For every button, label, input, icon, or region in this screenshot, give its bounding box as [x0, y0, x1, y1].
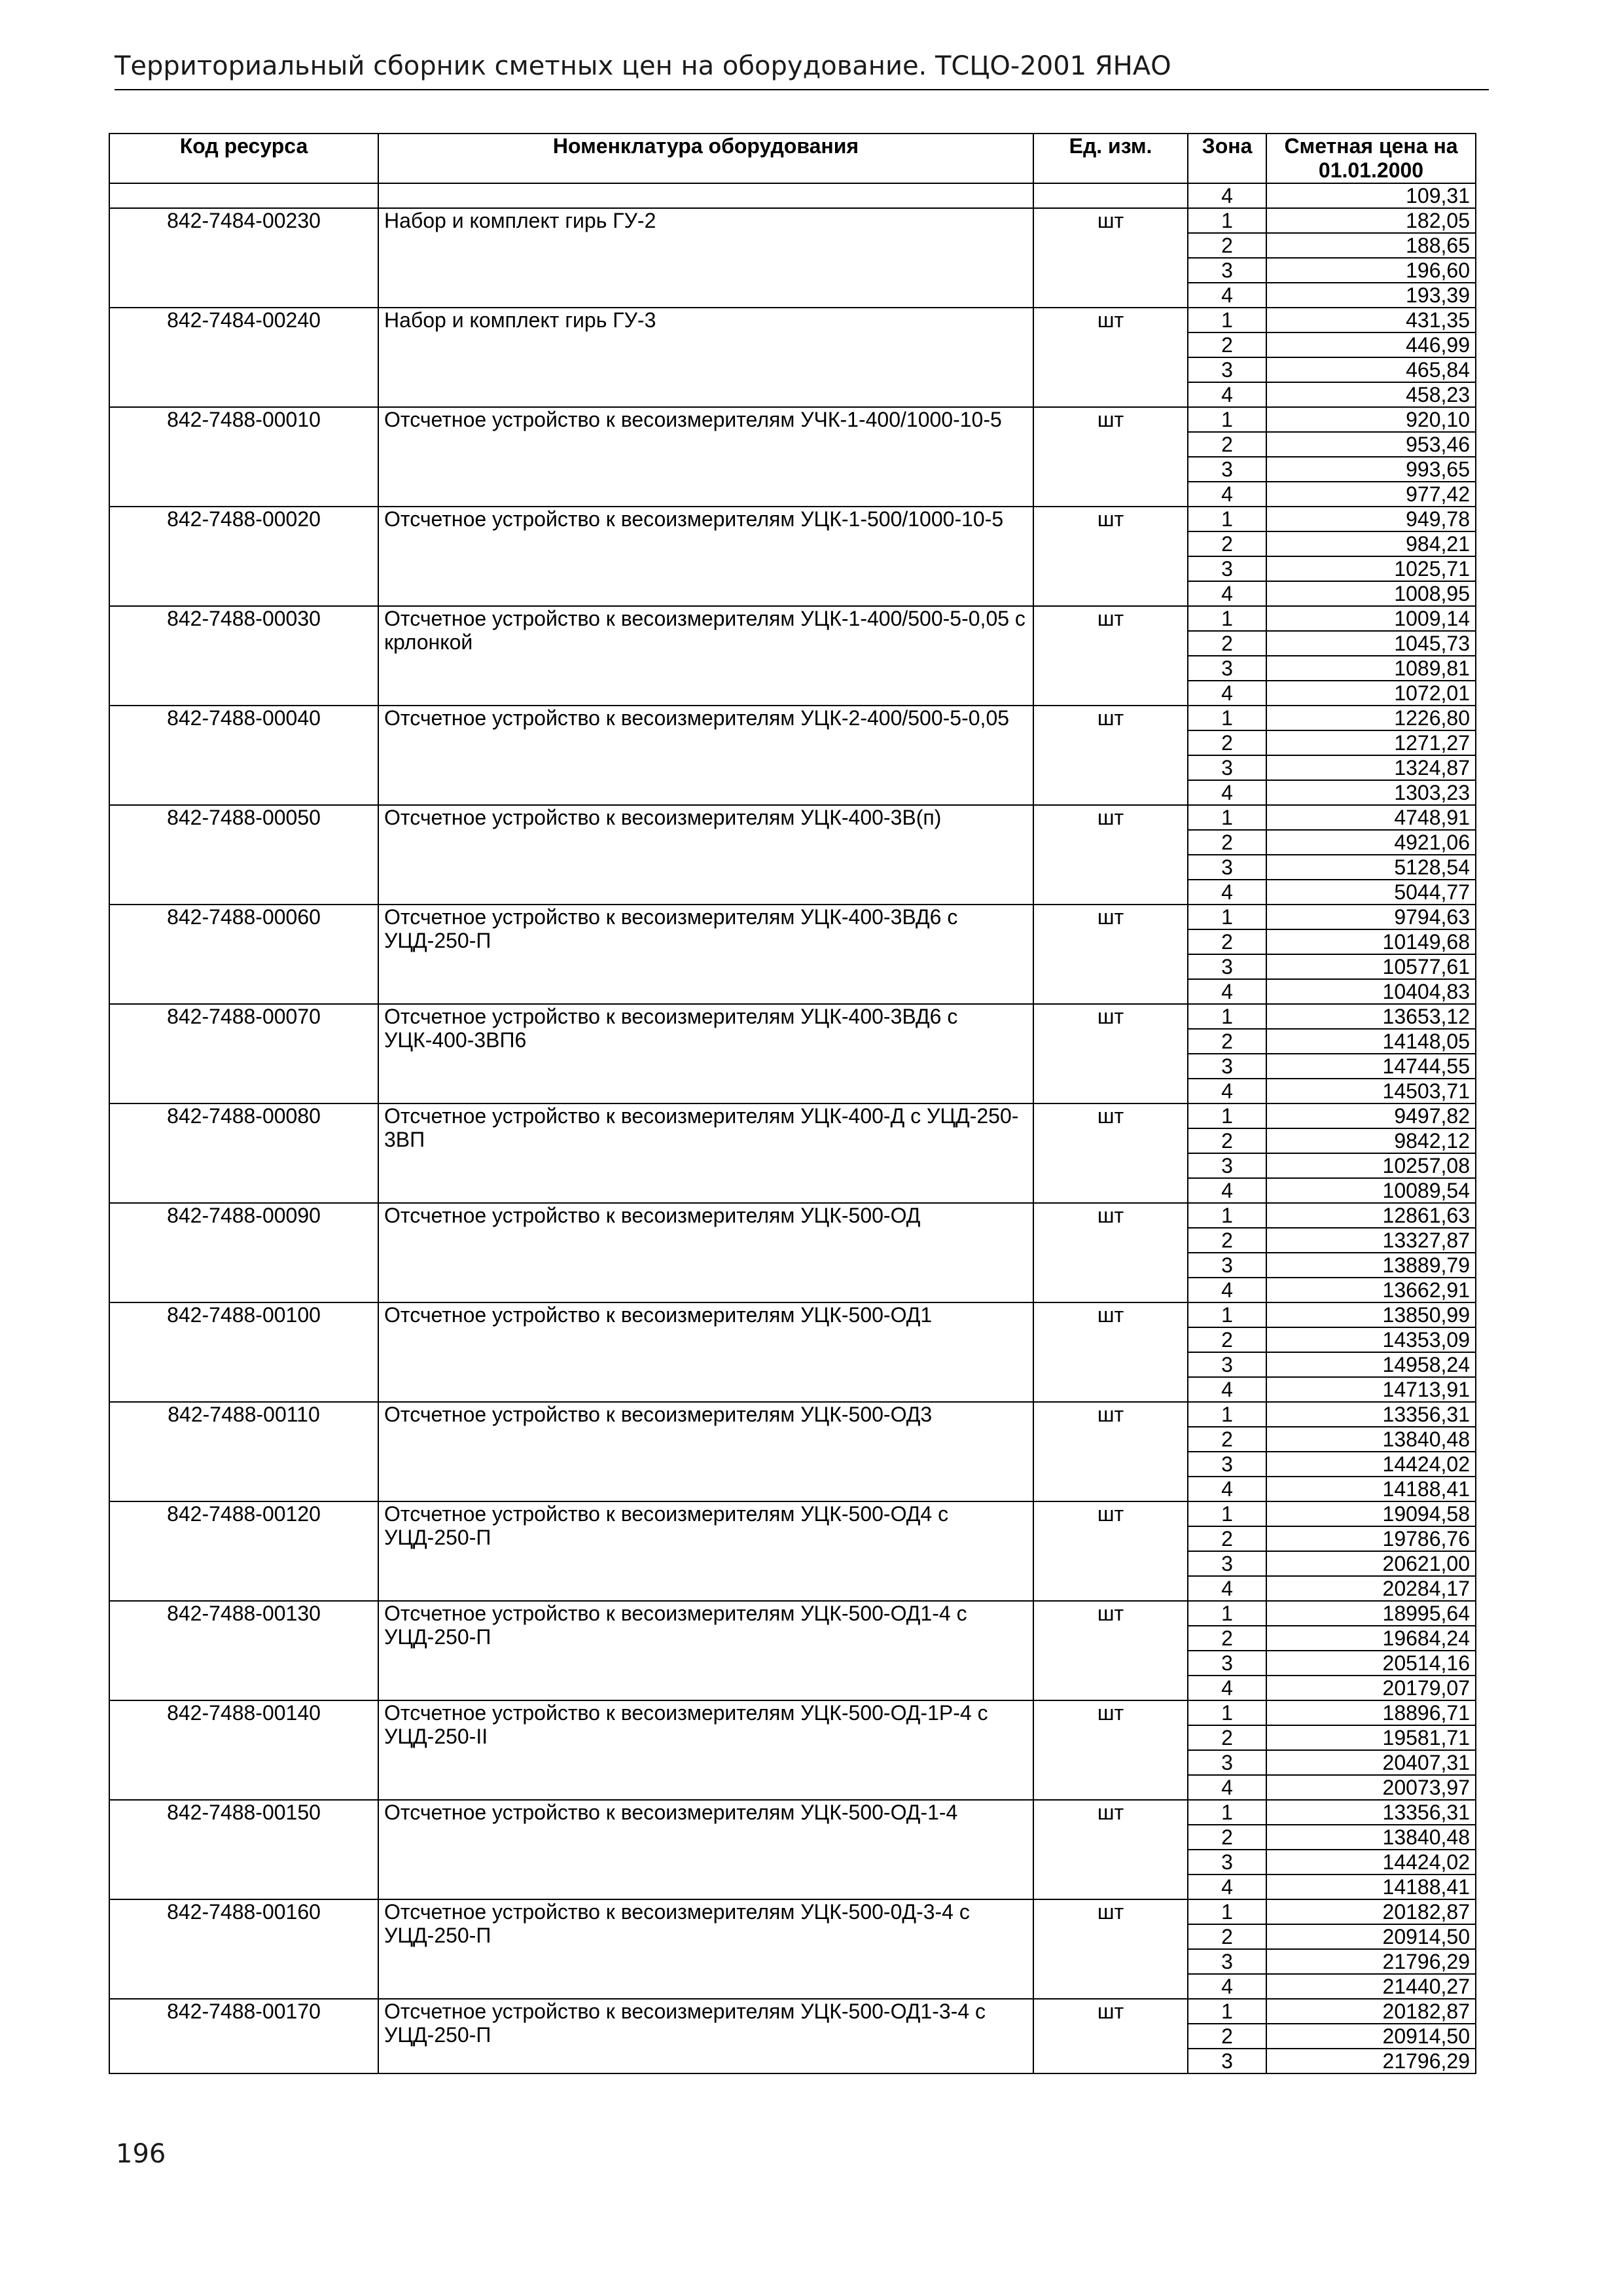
price-cell: 182,05 [1266, 208, 1476, 233]
price-cell: 20407,31 [1266, 1750, 1476, 1775]
unit-cell: шт [1033, 1899, 1188, 1999]
column-header-name: Номенклатура оборудования [378, 134, 1033, 183]
price-cell: 14958,24 [1266, 1352, 1476, 1377]
price-cell: 193,39 [1266, 283, 1476, 308]
zone-cell: 3 [1188, 2049, 1266, 2073]
zone-cell: 2 [1188, 1029, 1266, 1054]
zone-cell: 2 [1188, 531, 1266, 556]
price-cell: 18995,64 [1266, 1601, 1476, 1626]
resource-code-cell: 842-7484-00230 [109, 208, 378, 308]
price-cell: 20182,87 [1266, 1899, 1476, 1924]
price-cell: 10257,08 [1266, 1153, 1476, 1178]
resource-code-cell: 842-7488-00040 [109, 706, 378, 805]
zone-cell: 4 [1188, 1477, 1266, 1501]
table-row [109, 1899, 1476, 1924]
equipment-name-cell: Отсчетное устройство к весоизмерителям УЦК-500-0Д-3-4 с УЦД-250-П [378, 1899, 1033, 1999]
equipment-name-cell: Отсчетное устройство к весоизмерителям УЦК-500-ОД4 с УЦД-250-П [378, 1501, 1033, 1601]
zone-cell: 2 [1188, 929, 1266, 954]
price-cell: 13356,31 [1266, 1800, 1476, 1825]
zone-cell: 2 [1188, 1128, 1266, 1153]
price-cell: 9794,63 [1266, 905, 1476, 929]
zone-cell: 4 [1188, 979, 1266, 1004]
equipment-name-cell: Отсчетное устройство к весоизмерителям УЧК-1-400/1000-10-5 [378, 407, 1033, 507]
table-row [109, 1302, 1476, 1327]
price-cell: 10149,68 [1266, 929, 1476, 954]
equipment-name-cell: Отсчетное устройство к весоизмерителям УЦК-400-Д с УЦД-250-3ВП [378, 1103, 1033, 1203]
zone-cell: 1 [1188, 1501, 1266, 1526]
zone-cell: 1 [1188, 1103, 1266, 1128]
zone-cell: 1 [1188, 1800, 1266, 1825]
zone-cell: 1 [1188, 1601, 1266, 1626]
price-cell: 10089,54 [1266, 1178, 1476, 1203]
unit-cell: шт [1033, 507, 1188, 606]
zone-cell: 4 [1188, 1676, 1266, 1700]
price-cell: 14424,02 [1266, 1452, 1476, 1477]
table-row [109, 905, 1476, 929]
column-header-code: Код ресурса [109, 134, 378, 183]
zone-cell: 3 [1188, 1153, 1266, 1178]
unit-cell: шт [1033, 1999, 1188, 2073]
price-cell: 20284,17 [1266, 1576, 1476, 1601]
price-cell: 20073,97 [1266, 1775, 1476, 1800]
zone-cell: 3 [1188, 556, 1266, 581]
price-cell: 9497,82 [1266, 1103, 1476, 1128]
zone-cell: 3 [1188, 855, 1266, 880]
unit-cell: шт [1033, 1203, 1188, 1302]
equipment-name-cell: Отсчетное устройство к весоизмерителям УЦК-500-ОД [378, 1203, 1033, 1302]
zone-cell: 3 [1188, 954, 1266, 979]
price-cell: 12861,63 [1266, 1203, 1476, 1228]
zone-cell: 4 [1188, 1377, 1266, 1402]
price-cell: 19581,71 [1266, 1725, 1476, 1750]
equipment-name-cell: Отсчетное устройство к весоизмерителям УЦК-1-500/1000-10-5 [378, 507, 1033, 606]
table-row [109, 1601, 1476, 1626]
zone-cell: 2 [1188, 1228, 1266, 1253]
zone-cell: 3 [1188, 755, 1266, 780]
zone-cell: 2 [1188, 1825, 1266, 1850]
price-cell: 20182,87 [1266, 1999, 1476, 2024]
equipment-name-cell: Отсчетное устройство к весоизмерителям УЦК-500-ОД1 [378, 1302, 1033, 1402]
continuation-name-cell [378, 183, 1033, 208]
table-row [109, 208, 1476, 233]
price-cell: 20914,50 [1266, 1924, 1476, 1949]
resource-code-cell: 842-7488-00170 [109, 1999, 378, 2073]
equipment-name-cell: Отсчетное устройство к весоизмерителям УЦК-2-400/500-5-0,05 [378, 706, 1033, 805]
zone-cell: 2 [1188, 2024, 1266, 2049]
price-cell: 20621,00 [1266, 1551, 1476, 1576]
table-row [109, 407, 1476, 432]
price-cell: 13840,48 [1266, 1427, 1476, 1452]
table-row [109, 706, 1476, 730]
price-cell: 14744,55 [1266, 1054, 1476, 1079]
price-cell: 949,78 [1266, 507, 1476, 531]
unit-cell: шт [1033, 1004, 1188, 1103]
zone-cell: 1 [1188, 507, 1266, 531]
table-row [109, 606, 1476, 631]
zone-cell: 4 [1188, 681, 1266, 706]
equipment-name-cell: Набор и комплект гирь ГУ-2 [378, 208, 1033, 308]
resource-code-cell: 842-7488-00100 [109, 1302, 378, 1402]
price-cell: 446,99 [1266, 332, 1476, 357]
resource-code-cell: 842-7488-00060 [109, 905, 378, 1004]
price-cell: 1226,80 [1266, 706, 1476, 730]
zone-cell: 1 [1188, 407, 1266, 432]
document-header [115, 46, 1489, 90]
equipment-name-cell: Отсчетное устройство к весоизмерителям УЦК-500-ОД-1-4 [378, 1800, 1033, 1899]
zone-cell: 2 [1188, 432, 1266, 457]
unit-cell: шт [1033, 1501, 1188, 1601]
zone-cell: 4 [1188, 1178, 1266, 1203]
price-cell: 1303,23 [1266, 780, 1476, 805]
price-cell: 14713,91 [1266, 1377, 1476, 1402]
zone-cell: 2 [1188, 1626, 1266, 1651]
price-cell: 5128,54 [1266, 855, 1476, 880]
page-number: 196 [116, 2139, 166, 2169]
column-header-zone: Зона [1188, 134, 1266, 183]
table-row [109, 1103, 1476, 1128]
zone-cell: 4 [1188, 780, 1266, 805]
continuation-unit-cell [1033, 183, 1188, 208]
zone-cell: 1 [1188, 606, 1266, 631]
unit-cell: шт [1033, 407, 1188, 507]
resource-code-cell: 842-7488-00110 [109, 1402, 378, 1501]
price-cell: 20914,50 [1266, 2024, 1476, 2049]
price-cell: 1008,95 [1266, 581, 1476, 606]
price-cell: 13850,99 [1266, 1302, 1476, 1327]
table-row [109, 1800, 1476, 1825]
resource-code-cell: 842-7488-00050 [109, 805, 378, 905]
table-row [109, 1700, 1476, 1725]
price-cell: 977,42 [1266, 482, 1476, 507]
zone-cell: 3 [1188, 1352, 1266, 1377]
price-cell: 993,65 [1266, 457, 1476, 482]
zone-cell: 1 [1188, 1999, 1266, 2024]
table-row [109, 308, 1476, 332]
price-cell: 13889,79 [1266, 1253, 1476, 1278]
zone-cell: 1 [1188, 1203, 1266, 1228]
price-cell: 109,31 [1266, 183, 1476, 208]
zone-cell: 4 [1188, 1079, 1266, 1103]
unit-cell: шт [1033, 1103, 1188, 1203]
zone-cell: 3 [1188, 1054, 1266, 1079]
price-cell: 4748,91 [1266, 805, 1476, 830]
resource-code-cell: 842-7488-00030 [109, 606, 378, 706]
column-header-price: Сметная цена на 01.01.2000 [1266, 134, 1476, 183]
zone-cell: 3 [1188, 357, 1266, 382]
price-cell: 196,60 [1266, 258, 1476, 283]
zone-cell: 4 [1188, 1874, 1266, 1899]
equipment-name-cell: Отсчетное устройство к весоизмерителям УЦК-400-3В(п) [378, 805, 1033, 905]
equipment-name-cell: Отсчетное устройство к весоизмерителям УЦК-1-400/500-5-0,05 с крлонкой [378, 606, 1033, 706]
price-cell: 20179,07 [1266, 1676, 1476, 1700]
zone-cell: 4 [1188, 1278, 1266, 1302]
unit-cell: шт [1033, 1800, 1188, 1899]
table-row [109, 805, 1476, 830]
zone-cell: 4 [1188, 1974, 1266, 1999]
price-cell: 19786,76 [1266, 1526, 1476, 1551]
zone-cell: 4 [1188, 880, 1266, 905]
resource-code-cell: 842-7488-00070 [109, 1004, 378, 1103]
resource-code-cell: 842-7488-00020 [109, 507, 378, 606]
equipment-name-cell: Отсчетное устройство к весоизмерителям УЦК-400-3ВД6 с УЦК-400-3ВП6 [378, 1004, 1033, 1103]
zone-cell: 1 [1188, 1402, 1266, 1427]
table-row-continuation [109, 183, 1476, 208]
table-row [109, 1004, 1476, 1029]
price-cell: 1072,01 [1266, 681, 1476, 706]
zone-cell: 1 [1188, 308, 1266, 332]
equipment-name-cell: Отсчетное устройство к весоизмерителям УЦК-500-ОД1-4 с УЦД-250-П [378, 1601, 1033, 1700]
unit-cell: шт [1033, 706, 1188, 805]
table-row [109, 1501, 1476, 1526]
price-cell: 431,35 [1266, 308, 1476, 332]
table-row [109, 1402, 1476, 1427]
resource-code-cell: 842-7484-00240 [109, 308, 378, 407]
price-cell: 465,84 [1266, 357, 1476, 382]
table-row [109, 1999, 1476, 2024]
equipment-name-cell: Отсчетное устройство к весоизмерителям УЦК-500-ОД1-3-4 с УЦД-250-П [378, 1999, 1033, 2073]
resource-code-cell: 842-7488-00130 [109, 1601, 378, 1700]
zone-cell: 1 [1188, 1899, 1266, 1924]
price-cell: 5044,77 [1266, 880, 1476, 905]
price-cell: 19094,58 [1266, 1501, 1476, 1526]
zone-cell: 3 [1188, 656, 1266, 681]
equipment-name-cell: Набор и комплект гирь ГУ-3 [378, 308, 1033, 407]
table-header-row [109, 134, 1476, 183]
price-cell: 13840,48 [1266, 1825, 1476, 1850]
price-cell: 1089,81 [1266, 656, 1476, 681]
zone-cell: 3 [1188, 1253, 1266, 1278]
price-cell: 1009,14 [1266, 606, 1476, 631]
zone-cell: 4 [1188, 581, 1266, 606]
resource-code-cell: 842-7488-00090 [109, 1203, 378, 1302]
price-table-body [109, 183, 1476, 2073]
price-cell: 14188,41 [1266, 1874, 1476, 1899]
resource-code-cell: 842-7488-00160 [109, 1899, 378, 1999]
equipment-name-cell: Отсчетное устройство к весоизмерителям УЦК-500-ОД-1Р-4 с УЦД-250-II [378, 1700, 1033, 1800]
unit-cell: шт [1033, 606, 1188, 706]
zone-cell: 3 [1188, 1551, 1266, 1576]
price-cell: 1271,27 [1266, 730, 1476, 755]
price-cell: 10577,61 [1266, 954, 1476, 979]
resource-code-cell: 842-7488-00120 [109, 1501, 378, 1601]
price-cell: 13662,91 [1266, 1278, 1476, 1302]
price-cell: 953,46 [1266, 432, 1476, 457]
column-header-unit: Ед. изм. [1033, 134, 1188, 183]
price-cell: 1045,73 [1266, 631, 1476, 656]
zone-cell: 3 [1188, 1651, 1266, 1676]
zone-cell: 3 [1188, 1850, 1266, 1874]
continuation-code-cell [109, 183, 378, 208]
price-cell: 458,23 [1266, 382, 1476, 407]
resource-code-cell: 842-7488-00140 [109, 1700, 378, 1800]
zone-cell: 4 [1188, 283, 1266, 308]
price-cell: 14503,71 [1266, 1079, 1476, 1103]
unit-cell: шт [1033, 1302, 1188, 1402]
zone-cell: 1 [1188, 1004, 1266, 1029]
price-cell: 10404,83 [1266, 979, 1476, 1004]
zone-cell: 4 [1188, 1775, 1266, 1800]
price-cell: 1025,71 [1266, 556, 1476, 581]
price-cell: 13653,12 [1266, 1004, 1476, 1029]
zone-cell: 1 [1188, 905, 1266, 929]
zone-cell: 2 [1188, 332, 1266, 357]
zone-cell: 3 [1188, 1750, 1266, 1775]
price-cell: 984,21 [1266, 531, 1476, 556]
zone-cell: 1 [1188, 805, 1266, 830]
zone-cell: 2 [1188, 1526, 1266, 1551]
zone-cell: 2 [1188, 233, 1266, 258]
unit-cell: шт [1033, 805, 1188, 905]
table-row [109, 1203, 1476, 1228]
zone-cell: 4 [1188, 382, 1266, 407]
price-cell: 21796,29 [1266, 2049, 1476, 2073]
table-row [109, 507, 1476, 531]
unit-cell: шт [1033, 1601, 1188, 1700]
zone-cell: 1 [1188, 706, 1266, 730]
zone-cell: 4 [1188, 1576, 1266, 1601]
price-cell: 21440,27 [1266, 1974, 1476, 1999]
zone-cell: 2 [1188, 1327, 1266, 1352]
zone-cell: 4 [1188, 482, 1266, 507]
price-cell: 18896,71 [1266, 1700, 1476, 1725]
zone-cell: 3 [1188, 258, 1266, 283]
price-cell: 14353,09 [1266, 1327, 1476, 1352]
resource-code-cell: 842-7488-00080 [109, 1103, 378, 1203]
price-cell: 920,10 [1266, 407, 1476, 432]
resource-code-cell: 842-7488-00150 [109, 1800, 378, 1899]
zone-cell: 2 [1188, 1427, 1266, 1452]
price-cell: 1324,87 [1266, 755, 1476, 780]
zone-cell: 3 [1188, 1949, 1266, 1974]
zone-cell: 2 [1188, 830, 1266, 855]
zone-cell: 1 [1188, 208, 1266, 233]
zone-cell: 2 [1188, 1924, 1266, 1949]
zone-cell: 1 [1188, 1302, 1266, 1327]
price-cell: 188,65 [1266, 233, 1476, 258]
zone-cell: 3 [1188, 457, 1266, 482]
equipment-name-cell: Отсчетное устройство к весоизмерителям УЦК-500-ОД3 [378, 1402, 1033, 1501]
resource-code-cell: 842-7488-00010 [109, 407, 378, 507]
zone-cell: 1 [1188, 1700, 1266, 1725]
zone-cell: 4 [1188, 183, 1266, 208]
zone-cell: 2 [1188, 631, 1266, 656]
price-table [109, 133, 1476, 2074]
price-cell: 13356,31 [1266, 1402, 1476, 1427]
price-cell: 4921,06 [1266, 830, 1476, 855]
price-cell: 13327,87 [1266, 1228, 1476, 1253]
price-cell: 14424,02 [1266, 1850, 1476, 1874]
price-cell: 14188,41 [1266, 1477, 1476, 1501]
price-cell: 21796,29 [1266, 1949, 1476, 1974]
document-title: Территориальный сборник сметных цен на оборудование. ТСЦО-2001 ЯНАО [115, 51, 1171, 81]
zone-cell: 3 [1188, 1452, 1266, 1477]
zone-cell: 2 [1188, 1725, 1266, 1750]
price-cell: 19684,24 [1266, 1626, 1476, 1651]
zone-cell: 2 [1188, 730, 1266, 755]
price-cell: 20514,16 [1266, 1651, 1476, 1676]
unit-cell: шт [1033, 308, 1188, 407]
unit-cell: шт [1033, 1700, 1188, 1800]
unit-cell: шт [1033, 905, 1188, 1004]
price-cell: 14148,05 [1266, 1029, 1476, 1054]
equipment-name-cell: Отсчетное устройство к весоизмерителям УЦК-400-3ВД6 с УЦД-250-П [378, 905, 1033, 1004]
unit-cell: шт [1033, 1402, 1188, 1501]
price-cell: 9842,12 [1266, 1128, 1476, 1153]
unit-cell: шт [1033, 208, 1188, 308]
